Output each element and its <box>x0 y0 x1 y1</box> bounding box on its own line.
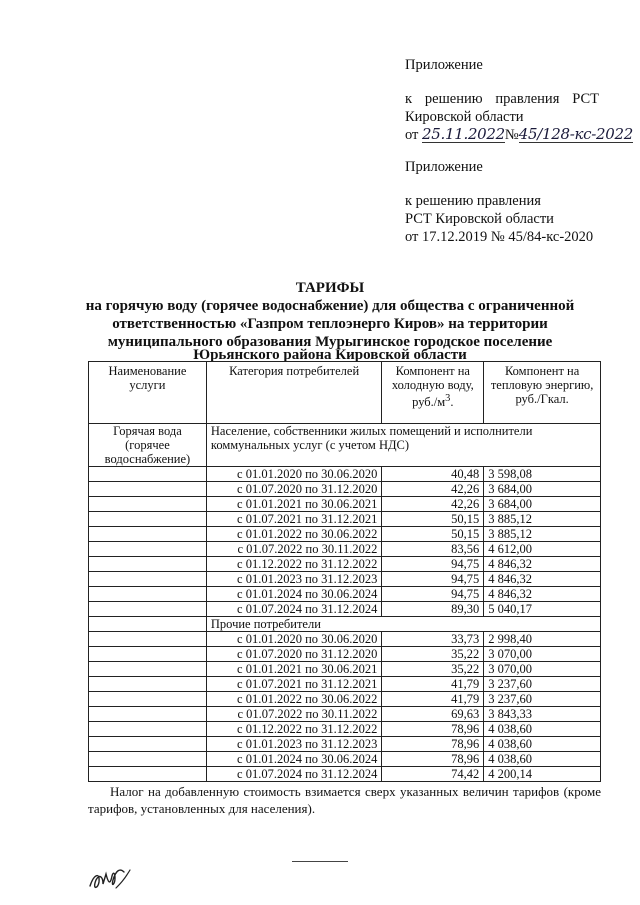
heat-value: 3 843,33 <box>484 707 601 722</box>
heat-value: 3 070,00 <box>484 662 601 677</box>
heat-value: 3 684,00 <box>484 497 601 512</box>
period-cell: с 01.01.2020 по 30.06.2020 <box>206 632 382 647</box>
cold-water-value: 42,26 <box>382 497 484 512</box>
document-subtitle-line-4: Юрьянского района Кировской области <box>193 347 467 363</box>
table-row <box>89 767 601 782</box>
period-cell: с 01.01.2024 по 30.06.2024 <box>206 752 382 767</box>
table-body <box>89 424 601 782</box>
period-cell: с 01.01.2022 по 30.06.2022 <box>206 527 382 542</box>
cold-water-value: 89,30 <box>382 602 484 617</box>
period-cell: с 01.01.2020 по 30.06.2020 <box>206 467 382 482</box>
appendix-2-line-1: к решению правления <box>405 193 541 209</box>
handwritten-number: 45/128-кс-2022 <box>518 125 634 143</box>
heat-value: 3 598,08 <box>484 467 601 482</box>
service-cell <box>89 707 207 722</box>
table-row <box>89 737 601 752</box>
heat-value: 4 038,60 <box>484 722 601 737</box>
period-cell: с 01.07.2021 по 31.12.2021 <box>206 512 382 527</box>
heat-value: 5 040,17 <box>484 602 601 617</box>
heat-value: 3 237,60 <box>484 677 601 692</box>
header-category: Категория потребителей <box>206 362 382 424</box>
table-row <box>89 722 601 737</box>
cold-water-value: 78,96 <box>382 722 484 737</box>
table-row <box>89 497 601 512</box>
table-header-row <box>89 362 601 424</box>
period-cell: с 01.07.2024 по 31.12.2024 <box>206 767 382 782</box>
appendix-decision-line-1: к решению правления РСТ <box>405 91 599 107</box>
appendix-title-1: Приложение <box>405 57 483 73</box>
period-cell: с 01.01.2021 по 30.06.2021 <box>206 662 382 677</box>
heat-value: 4 846,32 <box>484 572 601 587</box>
cold-water-value: 50,15 <box>382 512 484 527</box>
header-heat: Компонент на тепловую энергию, руб./Гкал. <box>484 362 601 424</box>
handwritten-date: 25.11.2022 <box>422 125 505 143</box>
table-row <box>89 572 601 587</box>
appendix-title-2: Приложение <box>405 159 483 175</box>
cold-water-value: 41,79 <box>382 692 484 707</box>
heat-value: 4 846,32 <box>484 557 601 572</box>
document-title: ТАРИФЫ <box>295 280 365 296</box>
period-cell: с 01.12.2022 по 31.12.2022 <box>206 557 382 572</box>
table-row <box>89 587 601 602</box>
service-cell <box>89 767 207 782</box>
appendix-decision-line-2: Кировской области <box>405 109 524 125</box>
period-cell: с 01.07.2021 по 31.12.2021 <box>206 677 382 692</box>
cold-water-value: 50,15 <box>382 527 484 542</box>
heat-value: 4 038,60 <box>484 752 601 767</box>
header-service: Наименование услуги <box>89 362 207 424</box>
cold-water-value: 78,96 <box>382 737 484 752</box>
service-name: Горячая вода (горячее водоснабжение) <box>89 424 207 467</box>
cold-water-value: 83,56 <box>382 542 484 557</box>
period-cell: с 01.01.2021 по 30.06.2021 <box>206 497 382 512</box>
service-cell <box>89 722 207 737</box>
separator-line <box>292 861 348 862</box>
group1-label-row <box>89 424 601 467</box>
period-cell: с 01.07.2020 по 31.12.2020 <box>206 647 382 662</box>
group1-label: Население, собственники жилых помещений и исполнители коммунальных услуг (с учетом НДС) <box>206 424 600 467</box>
service-cell <box>89 617 207 632</box>
service-cell <box>89 737 207 752</box>
heat-value: 3 684,00 <box>484 482 601 497</box>
service-cell <box>89 647 207 662</box>
period-cell: с 01.07.2024 по 31.12.2024 <box>206 602 382 617</box>
tariffs-table <box>88 361 601 782</box>
table-row <box>89 647 601 662</box>
period-cell: с 01.01.2022 по 30.06.2022 <box>206 692 382 707</box>
heat-value: 2 998,40 <box>484 632 601 647</box>
period-cell: с 01.07.2020 по 31.12.2020 <box>206 482 382 497</box>
service-cell <box>89 692 207 707</box>
vat-note: Налог на добавленную стоимость взимается сверх указанных величин тарифов (кроме тарифов, установленных для населения). <box>88 784 601 816</box>
service-cell <box>89 602 207 617</box>
service-cell <box>89 542 207 557</box>
cold-water-value: 94,75 <box>382 587 484 602</box>
period-cell: с 01.07.2022 по 30.11.2022 <box>206 707 382 722</box>
service-cell <box>89 467 207 482</box>
cold-water-value: 74,42 <box>382 767 484 782</box>
number-prefix: № <box>504 127 519 143</box>
table-row <box>89 557 601 572</box>
cold-water-value: 35,22 <box>382 662 484 677</box>
period-cell: с 01.01.2023 по 31.12.2023 <box>206 737 382 752</box>
cold-water-value: 41,79 <box>382 677 484 692</box>
heat-value: 3 885,12 <box>484 512 601 527</box>
cold-water-value: 69,63 <box>382 707 484 722</box>
table-row <box>89 512 601 527</box>
service-cell <box>89 512 207 527</box>
service-cell <box>89 677 207 692</box>
header-cold-water: Компонент на холодную воду, $руб./м^3$. <box>382 362 484 424</box>
heat-value: 3 885,12 <box>484 527 601 542</box>
appendix-2-line-3: от 17.12.2019 № 45/84-кс-2020 <box>405 229 594 245</box>
cold-water-value: 78,96 <box>382 752 484 767</box>
period-cell: с 01.01.2024 по 30.06.2024 <box>206 587 382 602</box>
service-cell <box>89 482 207 497</box>
heat-value: 3 070,00 <box>484 647 601 662</box>
service-cell <box>89 572 207 587</box>
heat-value: 3 237,60 <box>484 692 601 707</box>
service-cell <box>89 632 207 647</box>
service-cell <box>89 587 207 602</box>
heat-value: 4 200,14 <box>484 767 601 782</box>
group2-label-row <box>89 617 601 632</box>
table-row <box>89 632 601 647</box>
service-cell <box>89 752 207 767</box>
period-cell: с 01.07.2022 по 30.11.2022 <box>206 542 382 557</box>
service-cell <box>89 557 207 572</box>
table-row <box>89 662 601 677</box>
heat-value: 4 846,32 <box>484 587 601 602</box>
heat-value: 4 038,60 <box>484 737 601 752</box>
table-row <box>89 482 601 497</box>
heat-value: 4 612,00 <box>484 542 601 557</box>
table-row <box>89 542 601 557</box>
document-subtitle-line-2: ответственностью «Газпром теплоэнерго Киров» на территории <box>112 316 548 332</box>
table-row <box>89 707 601 722</box>
cold-water-value: 42,26 <box>382 482 484 497</box>
date-prefix: от <box>405 127 419 143</box>
cold-water-value: 94,75 <box>382 572 484 587</box>
group2-label: Прочие потребители <box>206 617 600 632</box>
appendix-decision-date-line <box>405 126 633 145</box>
period-cell: с 01.12.2022 по 31.12.2022 <box>206 722 382 737</box>
table-row <box>89 752 601 767</box>
period-cell: с 01.01.2023 по 31.12.2023 <box>206 572 382 587</box>
signature-icon <box>86 862 136 894</box>
table-row <box>89 527 601 542</box>
service-cell <box>89 527 207 542</box>
service-cell <box>89 662 207 677</box>
cold-water-value: 35,22 <box>382 647 484 662</box>
table-row <box>89 602 601 617</box>
cold-water-value: 40,48 <box>382 467 484 482</box>
document-subtitle-line-1: на горячую воду (горячее водоснабжение) для общества с ограниченной <box>85 298 575 314</box>
table-row <box>89 467 601 482</box>
table-row <box>89 692 601 707</box>
document-subtitle-line-3: муниципального образования Мурыгинское городское поселение <box>107 334 553 350</box>
cold-water-value: 94,75 <box>382 557 484 572</box>
appendix-2-line-2: РСТ Кировской области <box>405 211 554 227</box>
service-cell <box>89 497 207 512</box>
cold-water-value: 33,73 <box>382 632 484 647</box>
table-row <box>89 677 601 692</box>
